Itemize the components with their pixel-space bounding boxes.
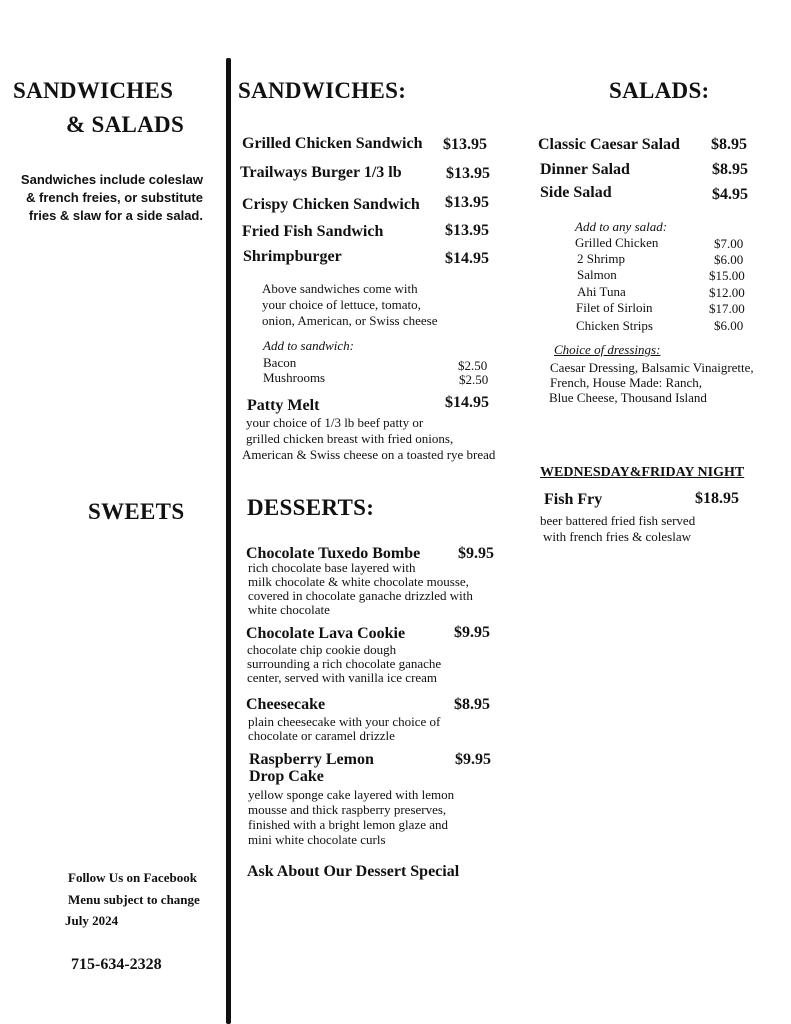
follow-facebook-text: Follow Us on Facebook — [68, 870, 197, 885]
vertical-divider — [226, 58, 231, 1024]
fish-fry-price: $18.95 — [695, 490, 739, 507]
fish-fry-desc-line2: with french fries & coleslaw — [543, 529, 692, 544]
sweets-heading: SWEETS — [88, 499, 185, 524]
sandwich-addon-name: Mushrooms — [263, 370, 326, 385]
sidebar-title-line2: & SALADS — [66, 112, 185, 137]
sidebar-title-line1: SANDWICHES — [13, 78, 174, 103]
dessert-item-desc: plain cheesecake with your choice of chocolate or caramel drizzle — [248, 714, 441, 743]
dessert-item-desc: chocolate chip cookie dough surrounding a rich chocolate ganache center, served with vanilla ice cream — [247, 642, 442, 685]
salad-addon-name: Filet of Sirloin — [576, 300, 653, 315]
dessert-special-note: Ask About Our Dessert Special — [247, 863, 460, 880]
salad-addon-name: Chicken Strips — [576, 318, 653, 333]
menu-subject-note: Menu subject to change — [68, 892, 200, 907]
phone-number: 715-634-2328 — [71, 956, 162, 973]
dessert-item-desc: rich chocolate base layered with milk chocolate & white chocolate mousse, covered in chocolate ganache drizzled with white chocolate — [248, 560, 473, 617]
fish-fry-name: Fish Fry — [544, 491, 603, 508]
sandwich-item-price: $13.95 — [443, 136, 487, 153]
dressings-line1: Caesar Dressing, Balsamic Vinaigrette, — [550, 360, 754, 375]
sandwich-item-name: Crispy Chicken Sandwich — [242, 196, 420, 213]
salad-addon-price: $17.00 — [709, 301, 745, 316]
sandwich-item-price: $13.95 — [445, 222, 489, 239]
sandwich-item-name: Grilled Chicken Sandwich — [242, 135, 423, 152]
salad-item-name: Side Salad — [540, 184, 612, 201]
salad-addon-name: Grilled Chicken — [575, 235, 659, 250]
salad-addon-price: $6.00 — [714, 252, 744, 267]
sandwich-note: Above sandwiches come with your choice of lettuce, tomato, onion, American, or Swiss cheese — [262, 281, 438, 328]
salad-addon-name: Salmon — [577, 267, 617, 282]
sandwich-item-price: $13.95 — [445, 194, 489, 211]
salad-item-name: Dinner Salad — [540, 161, 630, 178]
sidebar-note-line1: Sandwiches include coleslaw — [20, 172, 203, 187]
fish-fry-desc-line1: beer battered fried fish served — [540, 513, 696, 528]
salad-addon-name: Ahi Tuna — [577, 284, 626, 299]
dessert-item-price: $9.95 — [455, 751, 491, 768]
dressings-line3: Blue Cheese, Thousand Island — [549, 390, 707, 405]
salad-addon-price: $15.00 — [709, 268, 745, 283]
dessert-item-name: Chocolate Tuxedo Bombe — [246, 545, 421, 562]
patty-melt-desc-line2: grilled chicken breast with fried onions, — [246, 431, 454, 446]
salad-addon-price: $7.00 — [714, 236, 744, 251]
dessert-item-price: $9.95 — [454, 624, 490, 641]
sandwich-addon-price: $2.50 — [458, 358, 488, 373]
dressings-title: Choice of dressings: — [554, 342, 661, 357]
sidebar-note-line3: fries & slaw for a side salad. — [28, 208, 203, 223]
salad-item-price: $8.95 — [712, 161, 748, 178]
sandwich-addon-title: Add to sandwich: — [263, 338, 354, 353]
dessert-item-desc: yellow sponge cake layered with lemon mousse and thick raspberry preserves, finished with a bright lemon glaze and mini white chocolate curls — [248, 787, 455, 847]
patty-melt-name: Patty Melt — [247, 397, 320, 414]
patty-melt-desc-line1: your choice of 1/3 lb beef patty or — [246, 415, 424, 430]
sandwich-item-name: Shrimpburger — [243, 248, 342, 265]
salad-item-price: $8.95 — [711, 136, 747, 153]
sandwich-item-name: Fried Fish Sandwich — [242, 223, 384, 240]
sandwich-addon-name: Bacon — [263, 355, 297, 370]
menu-date: July 2024 — [65, 913, 119, 928]
dessert-item-name: Cheesecake — [246, 696, 326, 713]
salad-addon-price: $12.00 — [709, 285, 745, 300]
patty-melt-price: $14.95 — [445, 394, 489, 411]
salad-addon-price: $6.00 — [714, 318, 744, 333]
sandwich-addon-price: $2.50 — [459, 372, 489, 387]
salad-item-name: Classic Caesar Salad — [538, 136, 680, 153]
salads-heading: SALADS: — [609, 78, 710, 103]
salad-addon-title: Add to any salad: — [575, 219, 668, 234]
sandwich-item-name: Trailways Burger 1/3 lb — [240, 164, 402, 181]
dessert-item-name: Raspberry Lemon Drop Cake — [249, 751, 374, 785]
sidebar-note-line2: & french freies, or substitute — [26, 190, 203, 205]
sandwiches-heading: SANDWICHES: — [238, 78, 407, 103]
dessert-item-price: $9.95 — [458, 545, 494, 562]
sandwich-item-price: $14.95 — [445, 250, 489, 267]
dessert-item-price: $8.95 — [454, 696, 490, 713]
patty-melt-desc-line3: American & Swiss cheese on a toasted rye bread — [242, 447, 496, 462]
dessert-item-name: Chocolate Lava Cookie — [246, 625, 406, 642]
salad-item-price: $4.95 — [712, 186, 748, 203]
sandwich-item-price: $13.95 — [446, 165, 490, 182]
desserts-heading: DESSERTS: — [247, 495, 375, 520]
special-heading: WEDNESDAY&FRIDAY NIGHT — [540, 465, 745, 480]
salad-addon-name: 2 Shrimp — [577, 251, 626, 266]
dressings-line2: French, House Made: Ranch, — [550, 375, 702, 390]
